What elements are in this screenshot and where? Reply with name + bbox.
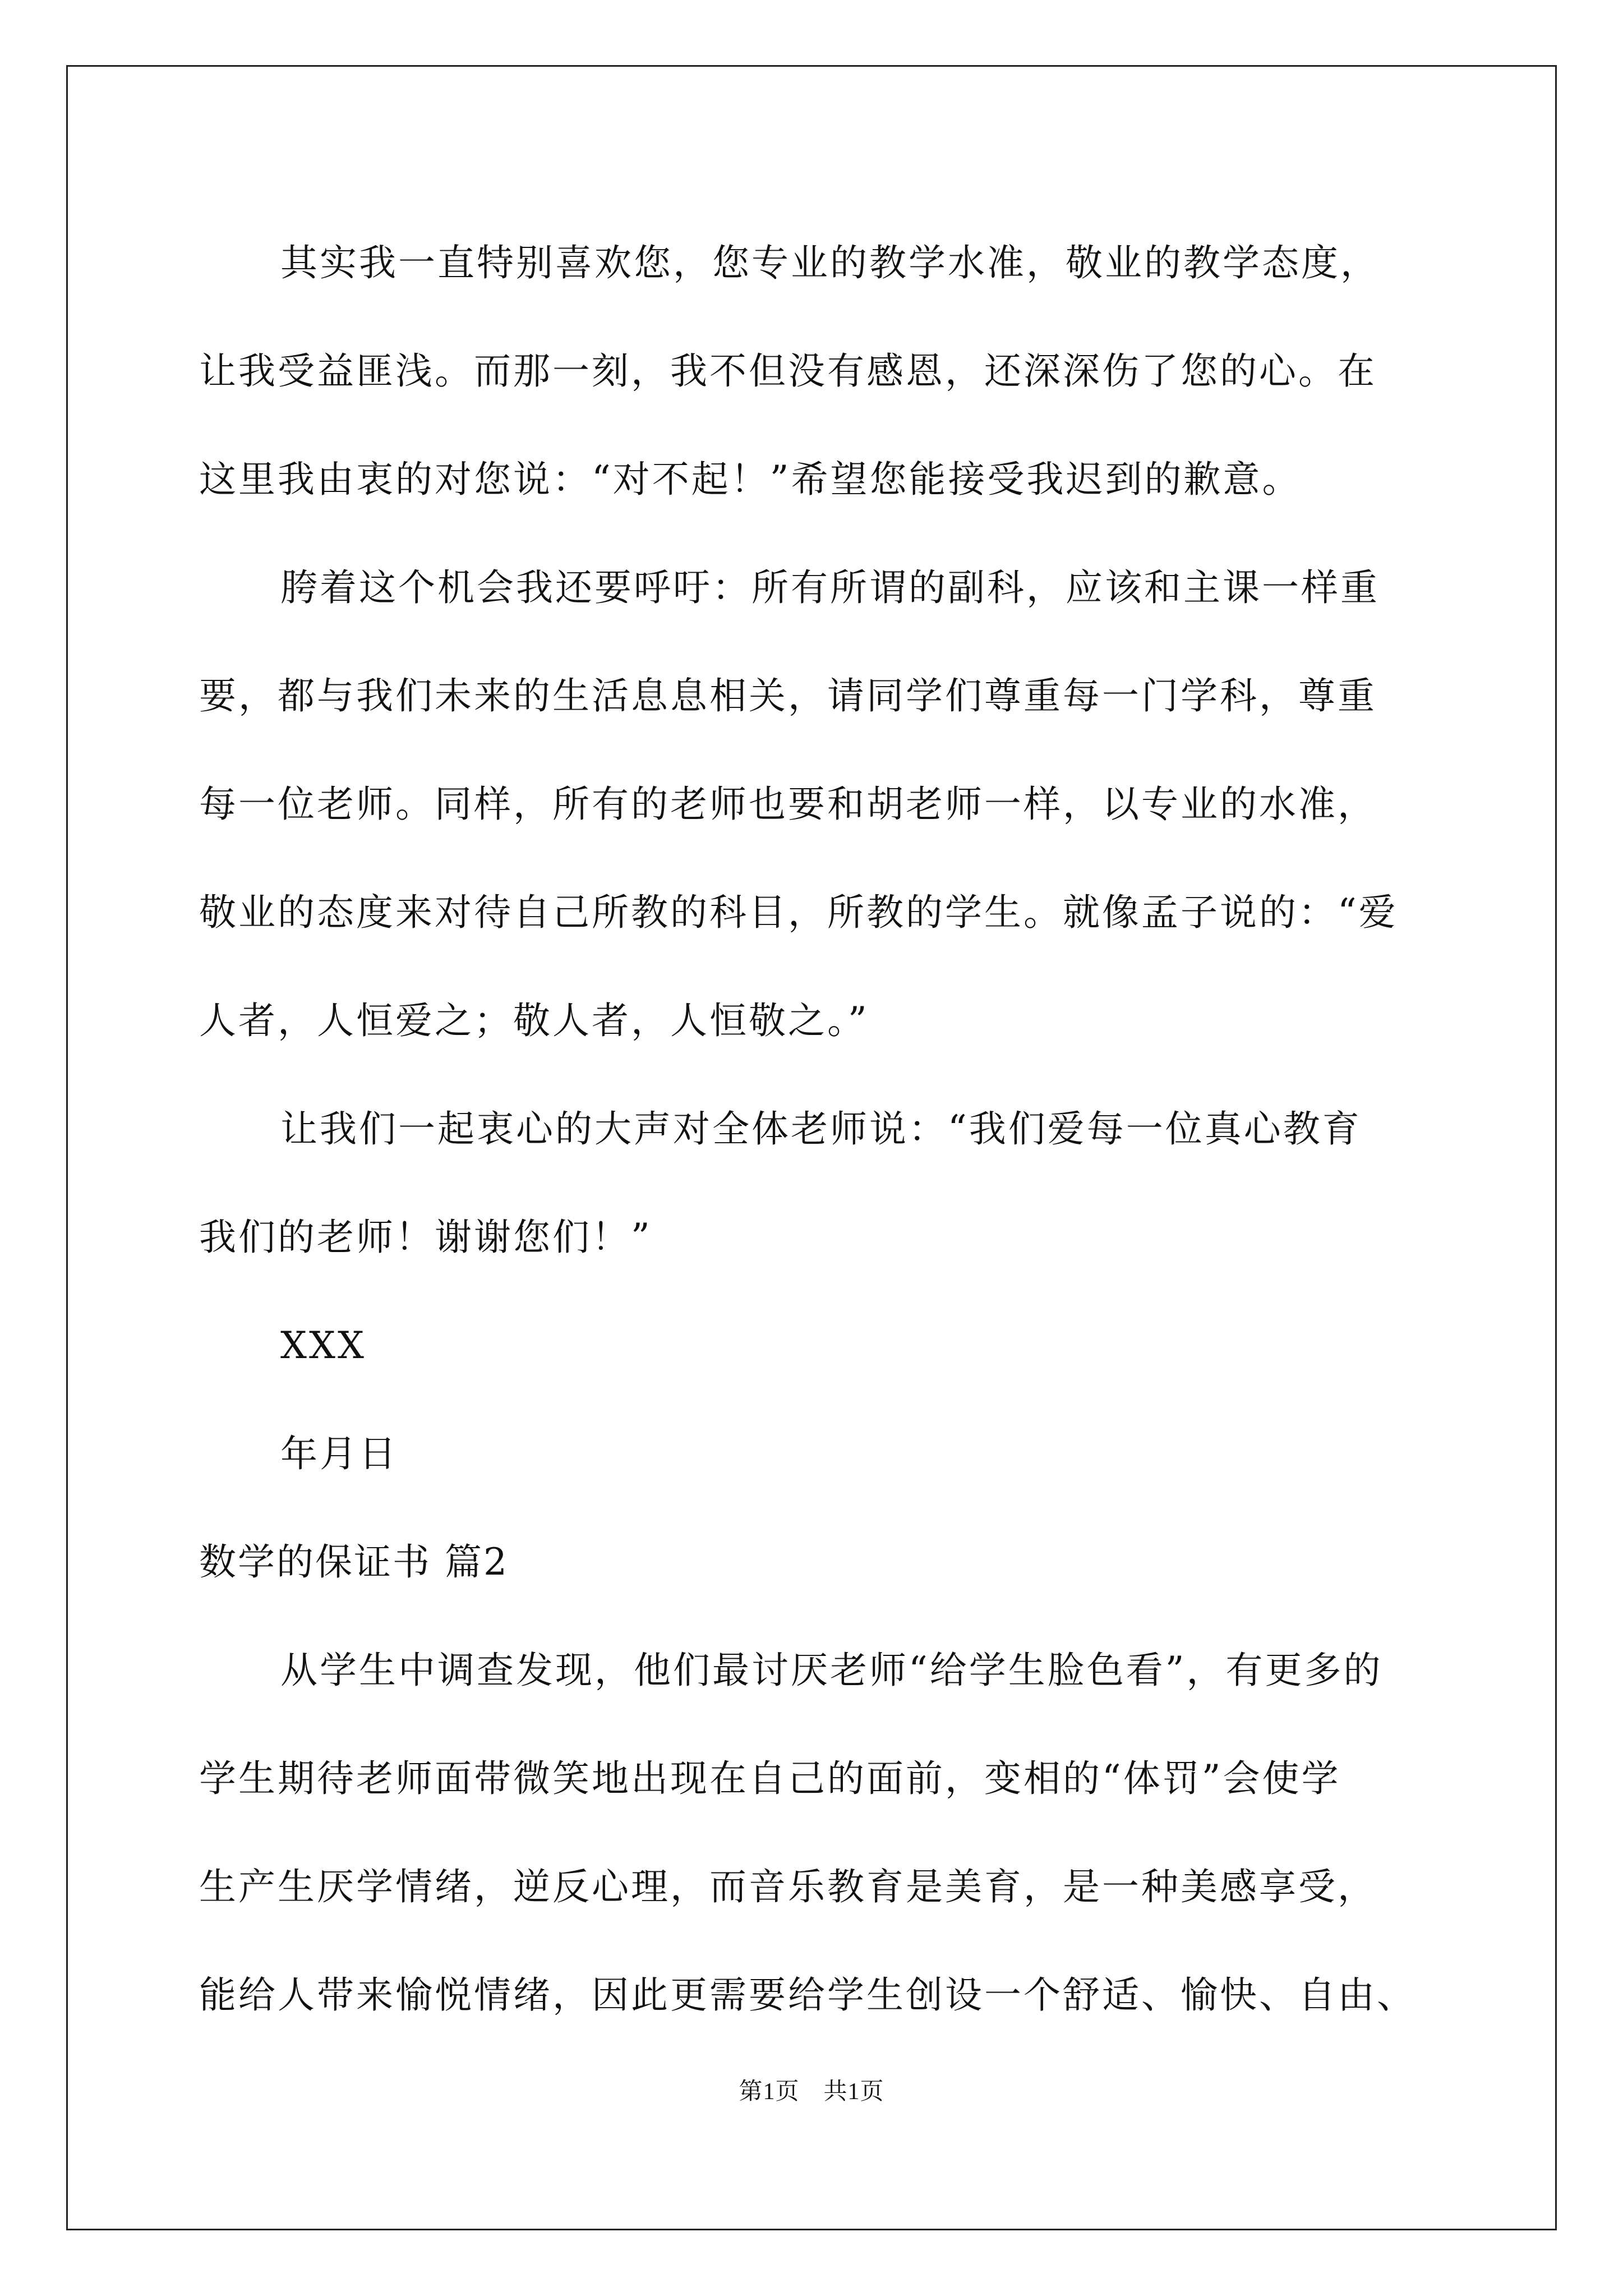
- text-line: 能给人带来愉悦情绪，因此更需要给学生创设一个舒适、愉快、自由、: [199, 1973, 1416, 2017]
- page-number-footer: 第1页 共1页: [739, 2079, 884, 2105]
- document-body: [199, 209, 1427, 2049]
- text-line: 让我们一起衷心的大声对全体老师说：“我们爱每一位真心教育: [280, 1107, 1362, 1151]
- signature-date: 年月日: [280, 1432, 398, 1475]
- text-line: 敬业的态度来对待自己所教的科目，所教的学生。就像孟子说的：“爱: [199, 891, 1398, 934]
- text-line: 学生期待老师面带微笑地出现在自己的面前，变相的“体罚”会使学: [199, 1757, 1341, 1800]
- text-line: 其实我一直特别喜欢您，您专业的教学水准，敬业的教学态度，: [280, 241, 1380, 284]
- text-line: 让我受益匪浅。而那一刻，我不但没有感恩，还深深伤了您的心。在: [199, 349, 1377, 393]
- text-line: 人者，人恒爱之；敬人者，人恒敬之。”: [199, 999, 869, 1042]
- text-line: 这里我由衷的对您说：“对不起！”希望您能接受我迟到的歉意。: [199, 458, 1302, 501]
- text-line: 每一位老师。同样，所有的老师也要和胡老师一样，以专业的水准，: [199, 783, 1377, 826]
- section-heading: 数学的保证书 篇2: [199, 1540, 509, 1584]
- signature-name: XXX: [280, 1324, 366, 1367]
- text-line: 我们的老师！谢谢您们！”: [199, 1216, 652, 1259]
- text-line: 胯着这个机会我还要呼吁：所有所谓的副科，应该和主课一样重: [280, 566, 1380, 609]
- text-line: 要，都与我们未来的生活息息相关，请同学们尊重每一门学科，尊重: [199, 674, 1377, 717]
- text-line: 从学生中调查发现，他们最讨厌老师“给学生脸色看”，有更多的: [280, 1649, 1383, 1692]
- text-line: 生产生厌学情绪，逆反心理，而音乐教育是美育，是一种美感享受，: [199, 1865, 1377, 1908]
